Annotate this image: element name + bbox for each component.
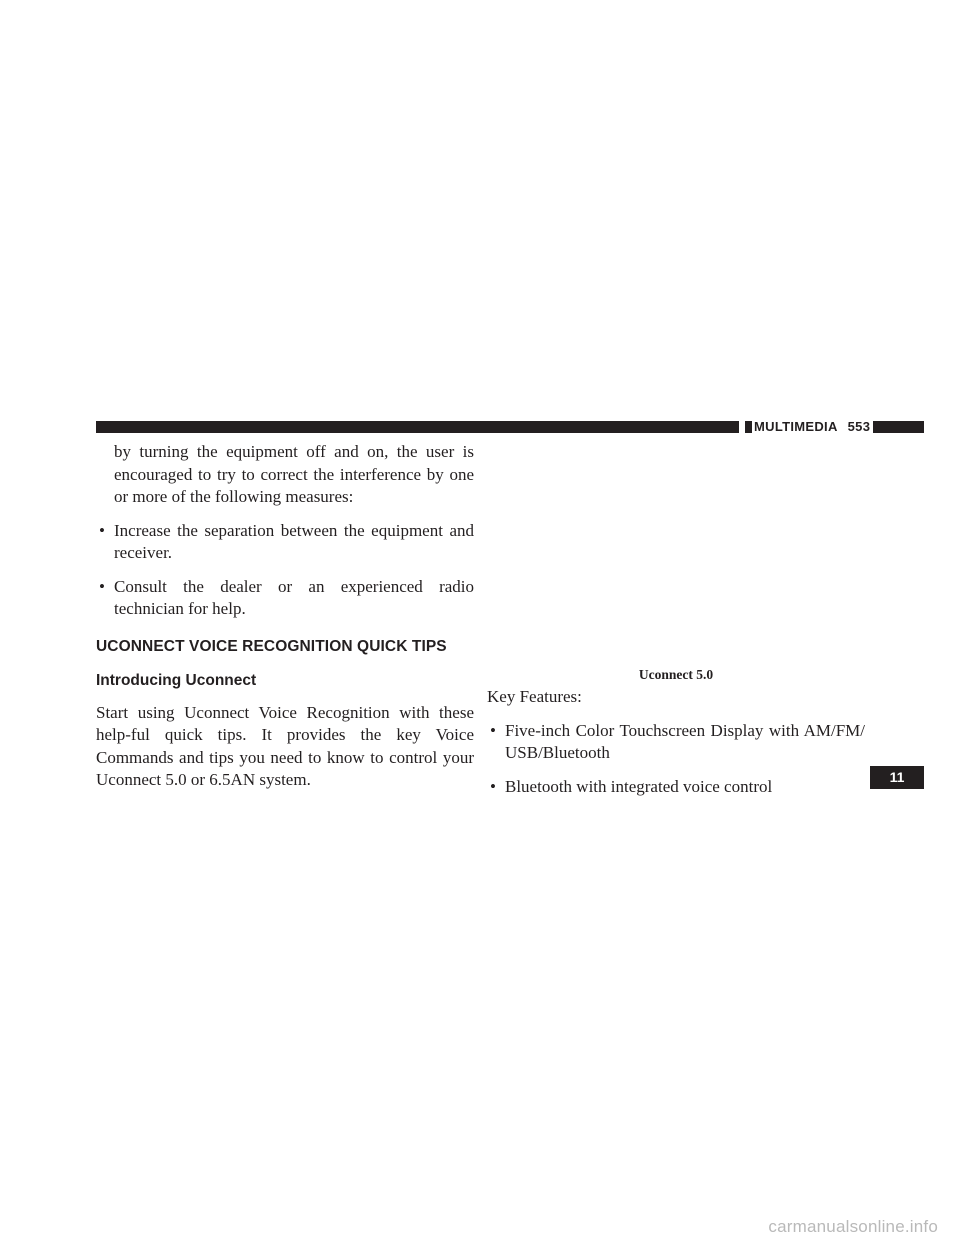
list-item xyxy=(96,576,474,621)
watermark: carmanualsonline.info xyxy=(768,1217,938,1236)
page-number: 553 xyxy=(847,419,871,434)
figure-caption: Uconnect 5.0 xyxy=(638,667,714,682)
bullet-icon: • xyxy=(490,776,496,796)
list-item xyxy=(487,720,865,765)
right-column xyxy=(487,686,865,798)
bullet-icon: • xyxy=(490,720,496,740)
list-item-text: Five-inch Color Touchscreen Display with AM/FM/ USB/Bluetooth xyxy=(505,720,865,762)
list-item xyxy=(487,776,865,799)
left-column xyxy=(96,441,474,792)
list-item-text: Bluetooth with integrated voice control xyxy=(505,776,773,796)
list-item-text: Increase the separation between the equipment and receiver. xyxy=(114,520,474,562)
chapter-tab: 11 xyxy=(870,766,924,789)
header-rule-left xyxy=(96,421,739,433)
section-title: MULTIMEDIA xyxy=(754,419,838,434)
subsection-heading: Introducing Uconnect xyxy=(96,671,257,689)
intro-paragraph: Start using Uconnect Voice Recognition with these help-ful quick tips. It provides the key Voice Commands and tips you need to know to control your Uconnect 5.0 or 6.5AN system. xyxy=(96,702,474,789)
bullet-icon: • xyxy=(99,576,105,596)
list-item xyxy=(96,520,474,565)
list-item-text: Consult the dealer or an experienced radio technician for help. xyxy=(114,576,474,618)
bullet-icon: • xyxy=(99,520,105,540)
running-header xyxy=(752,418,873,436)
section-heading: UCONNECT VOICE RECOGNITION QUICK TIPS xyxy=(96,637,447,655)
continuation-paragraph: by turning the equipment off and on, the user is encouraged to try to correct the interference by one or more of the following measures: xyxy=(114,442,474,506)
features-label: Key Features: xyxy=(487,687,582,706)
